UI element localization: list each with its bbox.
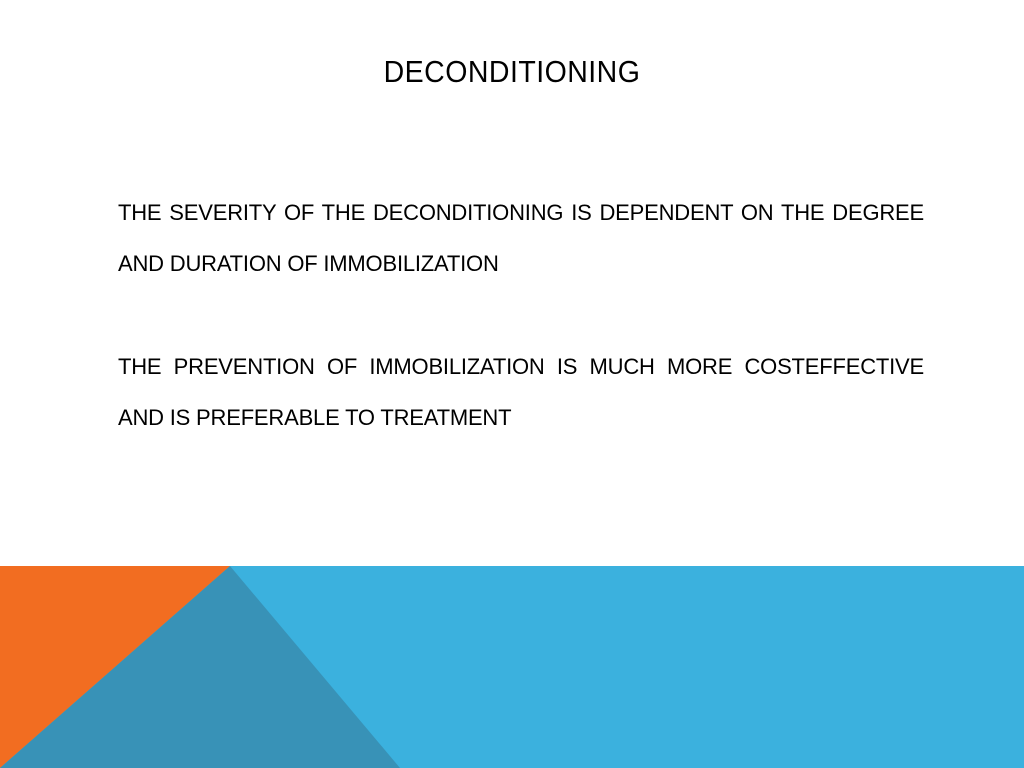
slide-title: DECONDITIONING xyxy=(383,54,641,89)
body-paragraph-severity: THE SEVERITY OF THE DECONDITIONING IS DEPENDENT ON THE DEGREE AND DURATION OF IMMOBILIZATION xyxy=(118,200,924,276)
body-paragraph-prevention: THE PREVENTION OF IMMOBILIZATION IS MUCH MORE COSTEFFECTIVE AND IS PREFERABLE TO TREATMENT xyxy=(118,354,924,430)
decorative-banner xyxy=(0,566,1024,768)
slide-body xyxy=(118,187,924,495)
